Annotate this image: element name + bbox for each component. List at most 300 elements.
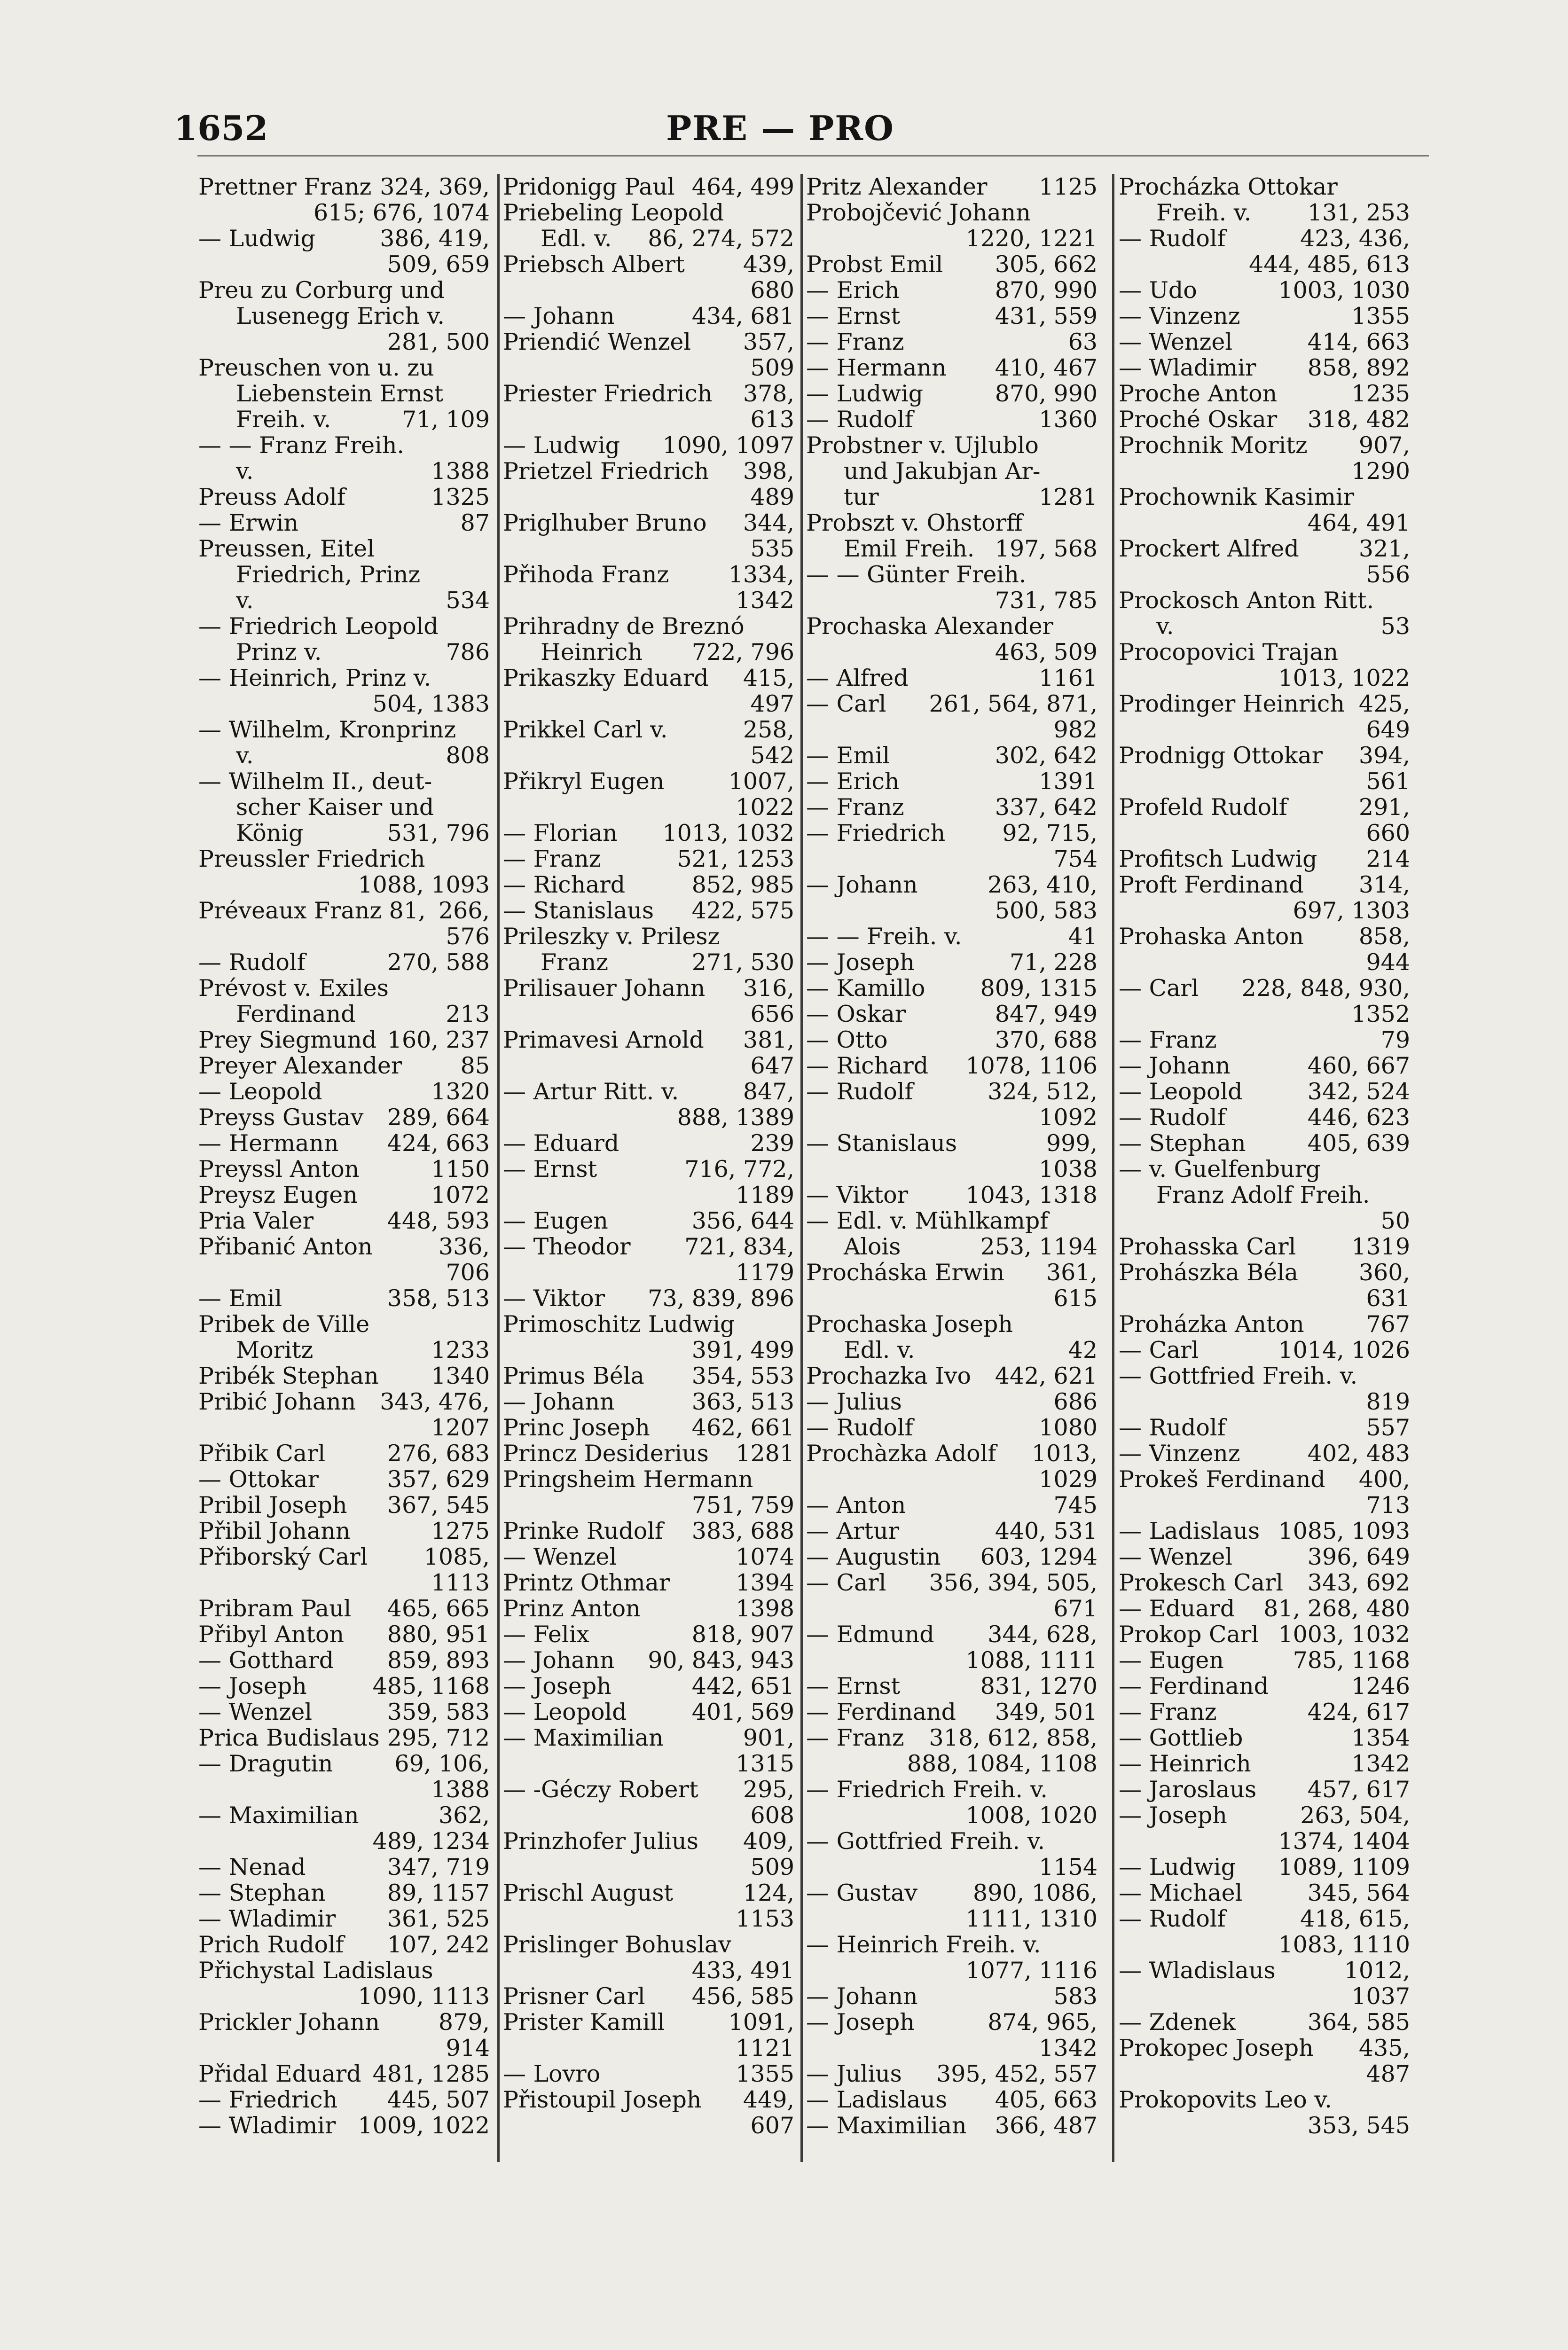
- entry-line: [198, 665, 490, 691]
- entry-name: — Eduard: [1119, 1595, 1235, 1622]
- entry-page-refs: 880, 951: [387, 1621, 490, 1648]
- entry-name: — Edl. v. Mühlkampf: [806, 1207, 1049, 1234]
- index-entry: [198, 1389, 490, 1441]
- entry-page-refs: 1088, 1093: [358, 871, 490, 898]
- entry-line: [198, 407, 490, 432]
- index-entry: [1119, 1596, 1410, 1622]
- entry-page-refs: 1388: [431, 458, 490, 485]
- entry-name: — Johann: [806, 1983, 918, 2010]
- index-entry: [1119, 1725, 1410, 1751]
- entry-name: Prohászka Béla: [1119, 1259, 1298, 1286]
- entry-name: — Wilhelm, Kronprinz: [198, 716, 456, 743]
- entry-line: [806, 2061, 1098, 2087]
- entry-name: Prinzhofer Julius: [503, 1828, 698, 1855]
- entry-page-refs: 425,: [1358, 690, 1410, 717]
- entry-name: Probojčević Johann: [806, 199, 1031, 226]
- entry-page-refs: 354, 553: [691, 1363, 794, 1389]
- entry-name: — Heinrich, Prinz v.: [198, 665, 431, 691]
- entry-line: [503, 1053, 794, 1079]
- index-entry: [503, 1828, 794, 1880]
- entry-line: [503, 1260, 794, 1285]
- entry-name: v.: [236, 742, 254, 769]
- entry-page-refs: 561: [1366, 768, 1410, 795]
- entry-name: Pribek de Ville: [198, 1311, 370, 1338]
- index-entry: [1119, 1130, 1410, 1156]
- entry-line: [198, 1363, 490, 1389]
- index-entry: [198, 432, 490, 484]
- entry-page-refs: 90, 843, 943: [648, 1647, 794, 1674]
- entry-page-refs: 1013, 1022: [1278, 665, 1410, 691]
- index-entry: [503, 329, 794, 381]
- entry-name: — -Géczy Robert: [503, 1776, 698, 1803]
- index-entry: [198, 1492, 490, 1518]
- entry-name: Prisner Carl: [503, 1983, 645, 2010]
- entry-name: Prévost v. Exiles: [198, 975, 389, 1002]
- entry-name: Prietzel Friedrich: [503, 458, 709, 485]
- entry-page-refs: 366, 487: [995, 2112, 1098, 2139]
- entry-page-refs: 1088, 1111: [965, 1647, 1098, 1674]
- entry-line: [1119, 872, 1410, 898]
- index-entry: [806, 872, 1098, 924]
- entry-name: Friedrich, Prinz: [236, 561, 421, 588]
- entry-page-refs: 337, 642: [995, 794, 1098, 821]
- index-entry: [1119, 588, 1410, 639]
- index-entry: [198, 2009, 490, 2061]
- index-entry: [1119, 381, 1410, 407]
- entry-name: Prica Budislaus: [198, 1724, 380, 1751]
- entry-name: Preysz Eugen: [198, 1182, 358, 1208]
- entry-line: [198, 1311, 490, 1337]
- entry-line: [503, 1544, 794, 1570]
- entry-line: [503, 1673, 794, 1699]
- entry-name: Pribić Johann: [198, 1388, 356, 1415]
- index-entry: [1119, 355, 1410, 381]
- entry-line: [503, 1777, 794, 1802]
- entry-line: [806, 1053, 1098, 1079]
- index-entry: [198, 1027, 490, 1053]
- entry-page-refs: 358, 513: [387, 1285, 490, 1312]
- entry-page-refs: 656: [750, 1001, 794, 1027]
- index-entry: [1119, 226, 1410, 277]
- entry-name: — Joseph: [806, 949, 915, 976]
- index-entry: [806, 1027, 1098, 1053]
- entry-line: [503, 1027, 794, 1053]
- entry-page-refs: 1083, 1110: [1278, 1931, 1410, 1958]
- index-entry: [806, 329, 1098, 355]
- entry-page-refs: 556: [1366, 561, 1410, 588]
- entry-line: [503, 2035, 794, 2061]
- entry-line: [806, 639, 1098, 665]
- entry-line: [503, 1285, 794, 1311]
- index-entry: [198, 1311, 490, 1363]
- entry-name: — Rudolf: [1119, 1414, 1226, 1441]
- page-number: 1652: [174, 108, 268, 148]
- entry-page-refs: 446, 623: [1307, 1104, 1410, 1131]
- entry-name: Přichystal Ladislaus: [198, 1957, 433, 1984]
- index-entry: [1119, 1751, 1410, 1777]
- entry-line: [806, 1880, 1098, 1906]
- entry-line: [503, 1828, 794, 1854]
- entry-line: [806, 1983, 1098, 2009]
- entry-page-refs: 401, 569: [691, 1699, 794, 1725]
- index-entry: [806, 1441, 1098, 1492]
- entry-page-refs: 542: [750, 742, 794, 769]
- entry-name: Printz Othmar: [503, 1569, 670, 1596]
- entry-name: Priebeling Leopold: [503, 199, 724, 226]
- entry-line: [198, 1104, 490, 1130]
- entry-line: [1119, 1337, 1410, 1363]
- entry-line: [1119, 949, 1410, 975]
- entry-name: König: [236, 820, 304, 846]
- entry-name: Prockosch Anton Ritt.: [1119, 587, 1374, 614]
- index-entry: [806, 174, 1098, 200]
- entry-name: — Maximilian: [198, 1802, 359, 1829]
- entry-name: Přistoupil Joseph: [503, 2086, 702, 2113]
- index-entry: [198, 1647, 490, 1673]
- entry-page-refs: 1009, 1022: [358, 2112, 490, 2139]
- entry-line: [806, 1725, 1098, 1751]
- entry-name: Přikryl Eugen: [503, 768, 665, 795]
- entry-line: [503, 1337, 794, 1363]
- entry-line: [1119, 1854, 1410, 1880]
- entry-name: Pribék Stephan: [198, 1363, 379, 1389]
- entry-name: Prodinger Heinrich: [1119, 690, 1345, 717]
- entry-name: — Erich: [806, 277, 900, 304]
- entry-line: [1119, 1518, 1410, 1544]
- index-entry: [806, 743, 1098, 768]
- entry-page-refs: 73, 839, 896: [648, 1285, 794, 1312]
- entry-name: — Friedrich: [806, 820, 946, 846]
- index-entry: [198, 1363, 490, 1389]
- index-entry: [503, 898, 794, 924]
- entry-line: [806, 1544, 1098, 1570]
- entry-page-refs: 858,: [1358, 923, 1410, 950]
- entry-name: Proft Ferdinand: [1119, 871, 1304, 898]
- entry-name: Priester Friedrich: [503, 380, 713, 407]
- entry-page-refs: 291,: [1358, 794, 1410, 821]
- index-entry: [1119, 1647, 1410, 1673]
- index-entry: [1119, 1699, 1410, 1725]
- entry-line: [1119, 1130, 1410, 1156]
- entry-page-refs: 213: [446, 1001, 490, 1027]
- entry-name: — Artur Ritt. v.: [503, 1078, 679, 1105]
- entry-page-refs: 1091,: [728, 2009, 794, 2036]
- index-entry: [198, 536, 490, 613]
- entry-page-refs: 1090, 1097: [662, 432, 794, 459]
- entry-page-refs: 521, 1253: [677, 846, 794, 872]
- entry-name: — Johann: [1119, 1052, 1231, 1079]
- entry-line: [806, 1518, 1098, 1544]
- entry-name: — Eduard: [503, 1130, 619, 1157]
- index-entry: [503, 251, 794, 303]
- entry-name: — Friedrich Freih. v.: [806, 1776, 1048, 1803]
- entry-line: [198, 381, 490, 407]
- entry-name: Probst Emil: [806, 251, 943, 278]
- index-entry: [198, 975, 490, 1027]
- entry-line: [503, 1932, 794, 1958]
- index-entry: [503, 303, 794, 329]
- entry-name: Pribil Joseph: [198, 1492, 347, 1519]
- index-entry: [806, 1001, 1098, 1027]
- index-entry: [503, 1156, 794, 1208]
- entry-page-refs: 531, 796: [387, 820, 490, 846]
- entry-page-refs: 442, 651: [691, 1673, 794, 1700]
- entry-name: Pringsheim Hermann: [503, 1466, 753, 1493]
- index-entry: [806, 1725, 1098, 1777]
- index-entry: [806, 355, 1098, 381]
- entry-line: [806, 588, 1098, 613]
- index-entry: [503, 1622, 794, 1647]
- entry-name: Přihoda Franz: [503, 561, 669, 588]
- entry-page-refs: 321,: [1358, 535, 1410, 562]
- entry-line: [806, 2087, 1098, 2113]
- entry-line: [806, 174, 1098, 200]
- entry-page-refs: 1013, 1032: [662, 820, 794, 846]
- entry-name: — Johann: [503, 303, 615, 329]
- entry-page-refs: 1354: [1351, 1724, 1410, 1751]
- entry-line: [1119, 613, 1410, 639]
- entry-name: — Joseph: [198, 1673, 307, 1700]
- entry-line: [806, 1182, 1098, 1208]
- entry-name: Prey Siegmund: [198, 1026, 377, 1053]
- entry-page-refs: 1078, 1106: [965, 1052, 1098, 1079]
- entry-line: [503, 2113, 794, 2138]
- entry-name: — Ernst: [806, 303, 901, 329]
- index-entry: [806, 1311, 1098, 1363]
- index-entry: [1119, 1802, 1410, 1854]
- entry-name: — Ludwig: [806, 380, 924, 407]
- index-entry: [1119, 639, 1410, 691]
- entry-line: [503, 1104, 794, 1130]
- index-entry: [198, 355, 490, 432]
- entry-line: [198, 562, 490, 588]
- index-column-1: [198, 174, 490, 2162]
- entry-page-refs: 1154: [1039, 1854, 1098, 1880]
- entry-name: — Viktor: [806, 1182, 909, 1208]
- entry-page-refs: 440, 531: [995, 1518, 1098, 1544]
- entry-line: [198, 898, 490, 924]
- entry-line: [1119, 924, 1410, 949]
- entry-line: [1119, 1906, 1410, 1932]
- entry-page-refs: 345, 564: [1307, 1880, 1410, 1906]
- entry-page-refs: 405, 663: [995, 2086, 1098, 2113]
- entry-line: [806, 717, 1098, 743]
- entry-line: [806, 1260, 1098, 1285]
- entry-line: [1119, 794, 1410, 820]
- entry-page-refs: 1189: [736, 1182, 794, 1208]
- entry-line: [806, 1234, 1098, 1260]
- entry-page-refs: 481, 1285: [372, 2060, 490, 2087]
- entry-line: [503, 1234, 794, 1260]
- index-entry: [503, 665, 794, 717]
- index-entry: [503, 1544, 794, 1570]
- entry-line: [503, 432, 794, 458]
- index-entry: [1119, 1673, 1410, 1699]
- entry-line: [198, 639, 490, 665]
- index-entry: [198, 1880, 490, 1906]
- entry-line: [198, 1570, 490, 1596]
- entry-page-refs: 1391: [1039, 768, 1098, 795]
- entry-page-refs: 615; 676, 1074: [314, 199, 490, 226]
- entry-line: [806, 355, 1098, 381]
- index-entry: [198, 1104, 490, 1130]
- index-entry: [806, 1777, 1098, 1828]
- index-entry: [1119, 691, 1410, 743]
- entry-name: — Kamillo: [806, 975, 925, 1002]
- index-entry: [1119, 329, 1410, 355]
- entry-line: [503, 1854, 794, 1880]
- entry-name: — Udo: [1119, 277, 1197, 304]
- index-entry: [503, 1596, 794, 1622]
- entry-line: [198, 1932, 490, 1958]
- index-entry: [503, 1880, 794, 1932]
- index-entry: [503, 1130, 794, 1156]
- entry-name: — Wenzel: [1119, 329, 1232, 355]
- entry-line: [806, 2009, 1098, 2035]
- entry-page-refs: 214: [1366, 846, 1410, 872]
- entry-name: und Jakubjan Ar-: [844, 458, 1041, 485]
- index-entry: [198, 1466, 490, 1492]
- index-entry: [198, 1802, 490, 1854]
- entry-name: Preyer Alexander: [198, 1052, 402, 1079]
- entry-page-refs: 607: [750, 2112, 794, 2139]
- entry-name: Primavesi Arnold: [503, 1026, 704, 1053]
- entry-name: Heinrich: [541, 639, 643, 666]
- column-separator: [800, 174, 803, 2162]
- index-entry: [198, 1699, 490, 1725]
- index-entry: [1119, 1079, 1410, 1104]
- entry-line: [503, 1802, 794, 1828]
- entry-page-refs: 435,: [1358, 2035, 1410, 2061]
- entry-name: Přibil Johann: [198, 1518, 351, 1544]
- entry-page-refs: 1325: [431, 484, 490, 510]
- entry-page-refs: 847,: [743, 1078, 794, 1105]
- index-entry: [1119, 2009, 1410, 2035]
- entry-line: [198, 794, 490, 820]
- entry-line: [1119, 1079, 1410, 1104]
- entry-page-refs: 1013,: [1031, 1440, 1098, 1467]
- entry-line: [198, 1027, 490, 1053]
- index-entry: [198, 2061, 490, 2087]
- entry-page-refs: 405, 639: [1307, 1130, 1410, 1157]
- entry-line: [1119, 1983, 1410, 2009]
- entry-line: [198, 872, 490, 898]
- entry-name: Přibanić Anton: [198, 1233, 373, 1260]
- entry-page-refs: 852, 985: [691, 871, 794, 898]
- entry-line: [503, 1622, 794, 1647]
- entry-line: [503, 458, 794, 484]
- index-entry: [806, 820, 1098, 872]
- entry-name: — Hermann: [198, 1130, 339, 1157]
- entry-line: [806, 794, 1098, 820]
- entry-page-refs: 1207: [431, 1414, 490, 1441]
- entry-line: [198, 329, 490, 355]
- entry-line: [1119, 303, 1410, 329]
- entry-name: Prettner Franz: [198, 174, 372, 200]
- entry-line: [198, 2061, 490, 2087]
- index-entry: [1119, 1518, 1410, 1544]
- entry-line: [806, 1751, 1098, 1777]
- entry-page-refs: 785, 1168: [1293, 1647, 1410, 1674]
- entry-line: [198, 768, 490, 794]
- entry-page-refs: 890, 1086,: [973, 1880, 1098, 1906]
- index-entry: [503, 1699, 794, 1725]
- entry-page-refs: 42: [1068, 1337, 1098, 1363]
- index-entry: [806, 1622, 1098, 1673]
- entry-line: [806, 536, 1098, 562]
- entry-name: Prickler Johann: [198, 2009, 380, 2036]
- entry-name: Preyssl Anton: [198, 1156, 360, 1183]
- entry-line: [198, 1441, 490, 1466]
- entry-name: — Joseph: [1119, 1802, 1227, 1829]
- entry-line: [198, 1079, 490, 1104]
- entry-line: [806, 665, 1098, 691]
- entry-line: [198, 1130, 490, 1156]
- entry-page-refs: 353, 545: [1307, 2112, 1410, 2139]
- entry-page-refs: 289, 664: [387, 1104, 490, 1131]
- entry-page-refs: 818, 907: [691, 1621, 794, 1648]
- index-entry: [1119, 975, 1410, 1027]
- entry-name: — Alfred: [806, 665, 909, 691]
- index-entry: [198, 1673, 490, 1699]
- entry-page-refs: 1319: [1351, 1233, 1410, 1260]
- index-entry: [806, 407, 1098, 432]
- entry-line: [503, 251, 794, 277]
- index-entry: [198, 2113, 490, 2138]
- entry-page-refs: 349, 501: [995, 1699, 1098, 1725]
- entry-page-refs: 731, 785: [995, 587, 1098, 614]
- entry-name: Preuss Adolf: [198, 484, 345, 510]
- entry-line: [1119, 1596, 1410, 1622]
- index-entry: [198, 1079, 490, 1104]
- entry-name: tur: [844, 484, 879, 510]
- entry-name: Freih. v.: [1156, 199, 1252, 226]
- entry-name: — Rudolf: [806, 1078, 913, 1105]
- entry-name: — Wenzel: [1119, 1543, 1232, 1570]
- entry-page-refs: 431, 559: [995, 303, 1098, 329]
- entry-name: — Franz: [1119, 1699, 1217, 1725]
- entry-line: [503, 820, 794, 846]
- entry-name: Prich Rudolf: [198, 1931, 344, 1958]
- entry-name: — Maximilian: [806, 2112, 967, 2139]
- entry-line: [1119, 1156, 1410, 1182]
- entry-page-refs: 361,: [1046, 1259, 1098, 1286]
- entry-line: [1119, 1441, 1410, 1466]
- entry-line: [1119, 1208, 1410, 1234]
- entry-name: — Edmund: [806, 1621, 934, 1648]
- entry-name: — Johann: [503, 1647, 615, 1674]
- entry-name: Princz Desiderius: [503, 1440, 709, 1467]
- entry-page-refs: 261, 564, 871,: [929, 690, 1098, 717]
- entry-line: [198, 251, 490, 277]
- index-entry: [503, 432, 794, 458]
- entry-name: Prokesch Carl: [1119, 1569, 1284, 1596]
- entry-line: [1119, 407, 1410, 432]
- entry-line: [1119, 226, 1410, 251]
- index-entry: [1119, 1027, 1410, 1053]
- entry-line: [1119, 1777, 1410, 1802]
- entry-line: [1119, 1285, 1410, 1311]
- entry-line: [198, 1337, 490, 1363]
- index-entry: [1119, 743, 1410, 794]
- entry-page-refs: 276, 683: [387, 1440, 490, 1467]
- entry-name: — Ladislaus: [806, 2086, 948, 2113]
- entry-page-refs: 1388: [431, 1776, 490, 1803]
- entry-page-refs: 1342: [1039, 2035, 1098, 2061]
- index-entry: [198, 1751, 490, 1802]
- entry-page-refs: 1334,: [728, 561, 794, 588]
- entry-name: Alois: [844, 1233, 901, 1260]
